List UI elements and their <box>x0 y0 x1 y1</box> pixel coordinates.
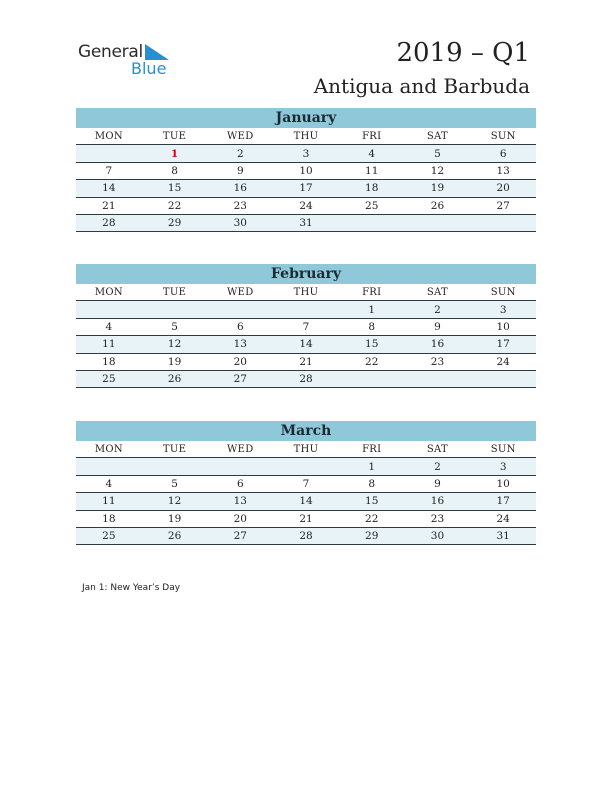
week-row <box>76 319 536 336</box>
week-row <box>76 476 536 493</box>
day-cell: 5 <box>171 320 178 333</box>
day-cell: 10 <box>299 164 313 177</box>
day-cell: 30 <box>430 530 445 543</box>
weekday-label: FRI <box>362 286 382 298</box>
month-january <box>76 108 536 232</box>
page-title: 2019 – Q1 <box>396 38 530 68</box>
day-cell: 26 <box>430 199 445 212</box>
month-header: March <box>76 421 536 441</box>
weekday-label: TUE <box>162 130 187 142</box>
day-cell: 4 <box>105 320 113 333</box>
logo-triangle-icon <box>145 44 169 60</box>
day-cell: 30 <box>233 217 247 230</box>
day-cell: 1 <box>170 147 179 160</box>
day-cell: 23 <box>430 355 445 368</box>
day-cell: 3 <box>499 303 507 316</box>
weekday-row <box>76 441 536 458</box>
day-cell: 28 <box>102 217 116 230</box>
day-cell: 5 <box>434 147 441 160</box>
week-row <box>76 301 536 318</box>
day-cell: 8 <box>368 320 376 333</box>
weekday-label: FRI <box>362 443 382 455</box>
weekday-label: SUN <box>490 286 516 298</box>
day-cell: 10 <box>496 320 510 333</box>
day-cell: 8 <box>171 164 178 177</box>
weekday-label: SUN <box>490 443 516 455</box>
day-cell: 1 <box>368 303 376 316</box>
weekday-label: WED <box>227 130 254 142</box>
day-cell: 2 <box>434 460 441 473</box>
holiday-note: Jan 1: New Year’s Day <box>82 583 181 593</box>
day-cell: 27 <box>233 530 247 543</box>
day-cell: 17 <box>299 182 313 195</box>
day-cell: 16 <box>430 495 445 508</box>
day-cell: 28 <box>299 373 313 386</box>
day-cell: 22 <box>365 512 379 525</box>
weekday-label: MON <box>94 443 123 455</box>
week-row <box>76 493 536 510</box>
weekday-label: SAT <box>426 443 448 455</box>
weekday-label: MON <box>94 286 123 298</box>
day-cell: 18 <box>102 355 116 368</box>
day-cell: 10 <box>496 477 510 490</box>
week-row <box>76 354 536 371</box>
day-cell: 17 <box>496 338 510 351</box>
week-row <box>76 528 536 545</box>
day-cell: 29 <box>167 217 182 230</box>
day-cell: 17 <box>496 495 510 508</box>
week-row <box>76 511 536 528</box>
week-row <box>76 198 536 215</box>
day-cell: 2 <box>434 303 441 316</box>
day-cell: 3 <box>499 460 507 473</box>
week-row <box>76 215 536 232</box>
day-cell: 8 <box>368 477 376 490</box>
day-cell: 22 <box>167 199 182 212</box>
weekday-row <box>76 128 536 145</box>
month-february <box>76 264 536 388</box>
weekday-label: TUE <box>162 286 187 298</box>
week-row <box>76 336 536 353</box>
weekday-label: TUE <box>162 443 187 455</box>
day-cell: 14 <box>102 182 116 195</box>
day-cell: 18 <box>102 512 116 525</box>
day-cell: 27 <box>233 373 247 386</box>
weekday-label: SUN <box>490 130 516 142</box>
day-cell: 26 <box>167 373 182 386</box>
day-cell: 23 <box>233 199 247 212</box>
day-cell: 4 <box>105 477 113 490</box>
weekday-label: FRI <box>362 130 382 142</box>
day-cell: 24 <box>496 355 510 368</box>
country-name: Antigua and Barbuda <box>313 74 530 98</box>
day-cell: 20 <box>233 512 247 525</box>
day-cell: 31 <box>299 217 313 230</box>
day-cell: 16 <box>233 182 247 195</box>
brand-logo <box>78 42 178 78</box>
day-cell: 25 <box>102 530 116 543</box>
day-cell: 27 <box>496 199 510 212</box>
day-cell: 9 <box>434 320 441 333</box>
day-cell: 31 <box>496 530 510 543</box>
month-march <box>76 421 536 545</box>
week-row <box>76 180 536 197</box>
day-cell: 20 <box>233 355 247 368</box>
day-cell: 4 <box>368 147 376 160</box>
day-cell: 16 <box>430 338 445 351</box>
day-cell: 12 <box>430 164 445 177</box>
day-cell: 28 <box>299 530 313 543</box>
day-cell: 15 <box>365 338 379 351</box>
day-cell: 11 <box>102 338 116 351</box>
day-cell: 13 <box>233 338 247 351</box>
day-cell: 24 <box>496 512 510 525</box>
day-cell: 12 <box>167 338 182 351</box>
day-cell: 14 <box>299 338 313 351</box>
day-cell: 12 <box>167 495 182 508</box>
logo-blue-text: Blue <box>131 59 167 78</box>
day-cell: 21 <box>299 512 313 525</box>
day-cell: 15 <box>167 182 182 195</box>
day-cell: 6 <box>236 320 244 333</box>
weekday-label: SAT <box>426 130 448 142</box>
weekday-label: MON <box>94 130 123 142</box>
day-cell: 21 <box>102 199 116 212</box>
day-cell: 11 <box>365 164 379 177</box>
day-cell: 11 <box>102 495 116 508</box>
month-header: February <box>76 264 536 284</box>
weekday-label: THU <box>293 286 319 298</box>
day-cell: 25 <box>365 199 379 212</box>
day-cell: 1 <box>368 460 376 473</box>
day-cell: 22 <box>365 355 379 368</box>
day-cell: 19 <box>430 182 445 195</box>
week-row <box>76 163 536 180</box>
day-cell: 19 <box>167 512 182 525</box>
day-cell: 23 <box>430 512 445 525</box>
weekday-label: THU <box>293 130 319 142</box>
day-cell: 20 <box>496 182 510 195</box>
day-cell: 6 <box>499 147 507 160</box>
day-cell: 7 <box>105 164 113 177</box>
day-cell: 14 <box>299 495 313 508</box>
day-cell: 7 <box>302 320 310 333</box>
month-header: January <box>76 108 536 128</box>
weekday-label: SAT <box>426 286 448 298</box>
weekday-row <box>76 284 536 301</box>
day-cell: 24 <box>299 199 313 212</box>
day-cell: 15 <box>365 495 379 508</box>
logo-general-text: General <box>78 42 143 62</box>
day-cell: 2 <box>236 147 244 160</box>
day-cell: 21 <box>299 355 313 368</box>
day-cell: 18 <box>365 182 379 195</box>
week-row <box>76 371 536 388</box>
week-row <box>76 458 536 475</box>
day-cell: 7 <box>302 477 310 490</box>
day-cell: 29 <box>365 530 379 543</box>
day-cell: 9 <box>434 477 441 490</box>
weekday-label: WED <box>227 286 254 298</box>
day-cell: 5 <box>171 477 178 490</box>
day-cell: 25 <box>102 373 116 386</box>
week-row <box>76 145 536 162</box>
day-cell: 19 <box>167 355 182 368</box>
weekday-label: WED <box>227 443 254 455</box>
day-cell: 13 <box>233 495 247 508</box>
day-cell: 9 <box>236 164 244 177</box>
day-cell: 3 <box>302 147 310 160</box>
day-cell: 26 <box>167 530 182 543</box>
weekday-label: THU <box>293 443 319 455</box>
day-cell: 13 <box>496 164 510 177</box>
day-cell: 6 <box>236 477 244 490</box>
